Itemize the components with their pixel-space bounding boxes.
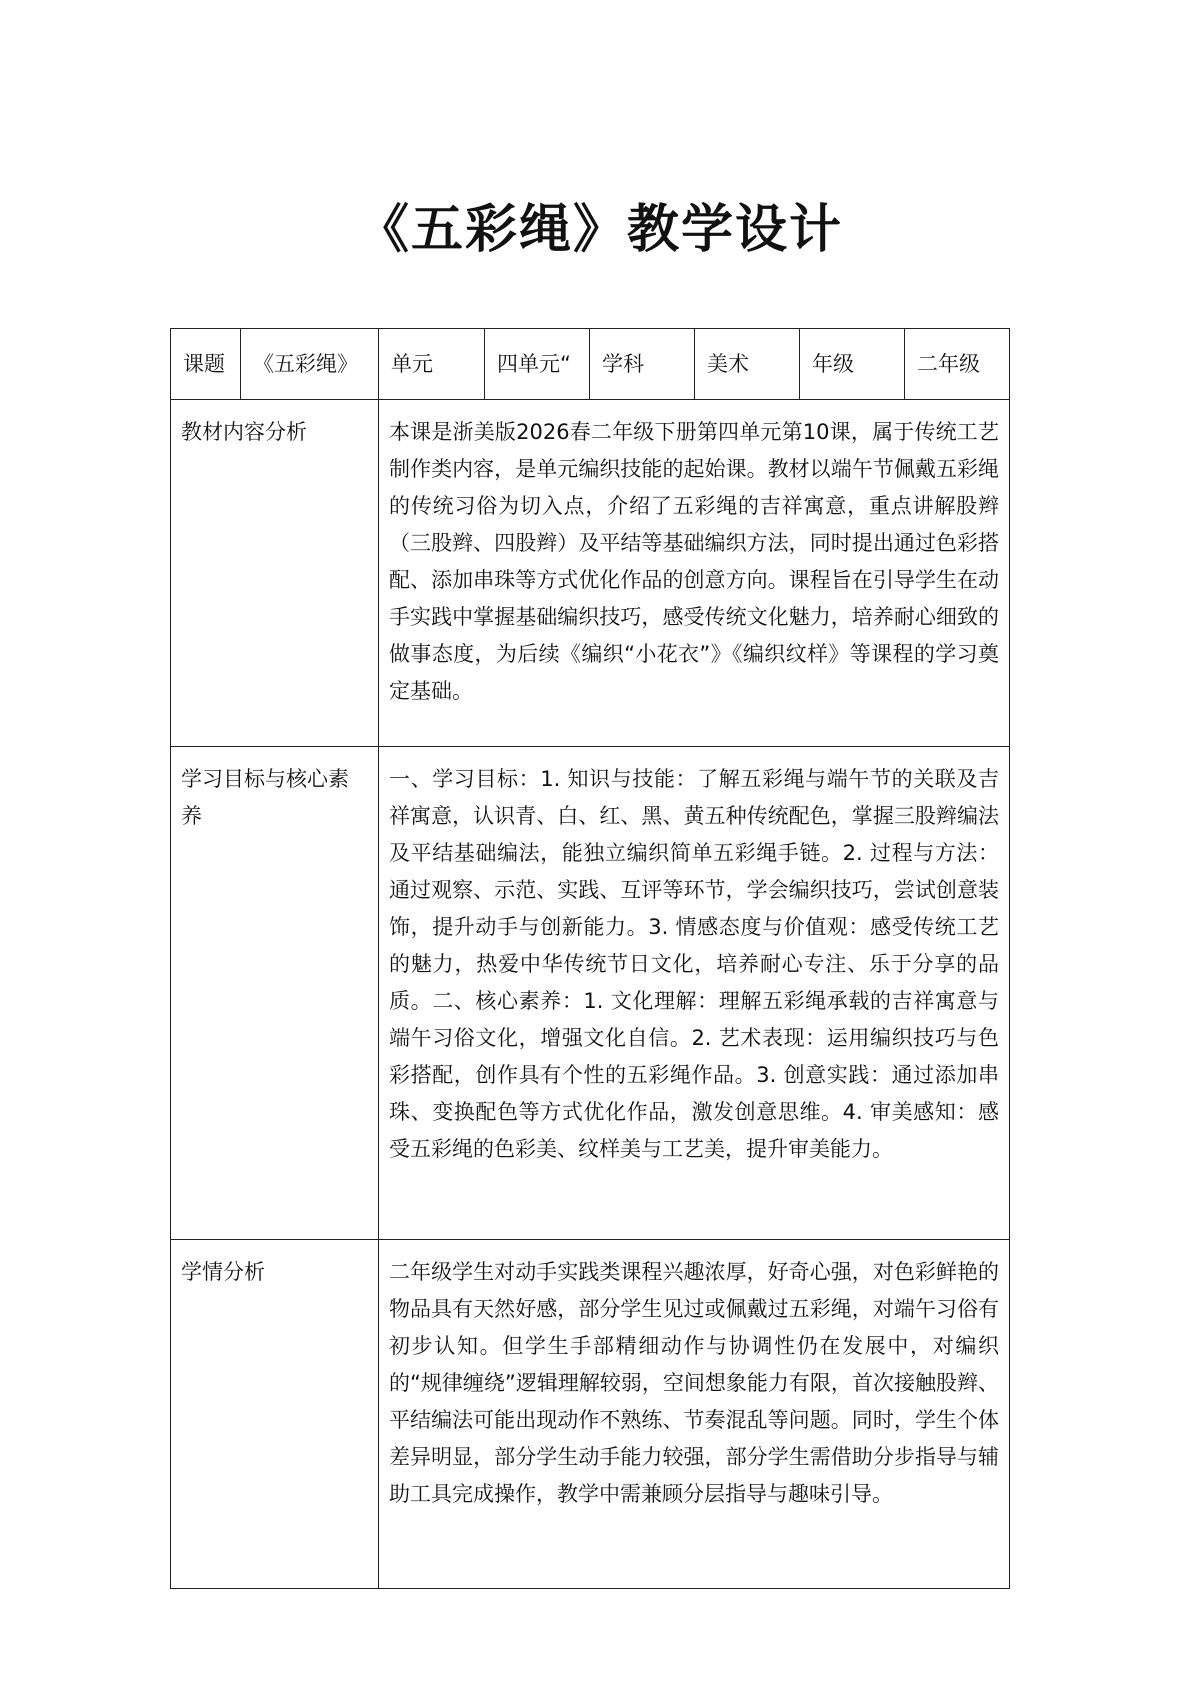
table-row <box>171 1240 1010 1589</box>
material-analysis-content: 本课是浙美版2026春二年级下册第四单元第10课，属于传统工艺制作类内容，是单元编织技能的起始课。教材以端午节佩戴五彩绳的传统习俗为切入点，介绍了五彩绳的吉祥寓意，重点讲解股辫（三股辫、四股辫）及平结等基础编织方法，同时提出通过色彩搭配、添加串珠等方式优化作品的创意方向。课程旨在引导学生在动手实践中掌握基础编织技巧，感受传统文化魅力，培养耐心细致的做事态度，为后续《编织“小花衣”》《编织纹样》等课程的学习奠定基础。 <box>379 400 1010 747</box>
learning-goals-label: 学习目标与核心素养 <box>171 747 379 1240</box>
unit-label: 单元 <box>379 329 485 400</box>
header-row <box>171 329 1010 400</box>
table-row <box>171 400 1010 747</box>
unit-value: 四单元“ <box>485 329 590 400</box>
lesson-plan-table <box>170 328 1010 1589</box>
learning-goals-content: 一、学习目标：1. 知识与技能：了解五彩绳与端午节的关联及吉祥寓意，认识青、白、红、黑、黄五种传统配色，掌握三股辫编法及平结基础编法，能独立编织简单五彩绳手链。2. 过程与方法：通过观察、示范、实践、互评等环节，学会编织技巧，尝试创意装饰，提升动手与创新能力。3. 情感态度与价值观：感受传统工艺的魅力，热爱中华传统节日文化，培养耐心专注、乐于分享的品质。二、核心素养：1. 文化理解：理解五彩绳承载的吉祥寓意与端午习俗文化，增强文化自信。2. 艺术表现：运用编织技巧与色彩搭配，创作具有个性的五彩绳作品。3. 创意实践：通过添加串珠、变换配色等方式优化作品，激发创意思维。4. 审美感知：感受五彩绳的色彩美、纹样美与工艺美，提升审美能力。 <box>379 747 1010 1240</box>
topic-label: 课题 <box>171 329 241 400</box>
grade-value: 二年级 <box>905 329 1010 400</box>
subject-value: 美术 <box>695 329 800 400</box>
topic-value: 《五彩绳》 <box>241 329 379 400</box>
learner-analysis-label: 学情分析 <box>171 1240 379 1589</box>
subject-label: 学科 <box>590 329 695 400</box>
table-row <box>171 747 1010 1240</box>
material-analysis-label: 教材内容分析 <box>171 400 379 747</box>
page-title: 《五彩绳》教学设计 <box>356 200 843 260</box>
grade-label: 年级 <box>800 329 905 400</box>
learner-analysis-content: 二年级学生对动手实践类课程兴趣浓厚，好奇心强，对色彩鲜艳的物品具有天然好感，部分学生见过或佩戴过五彩绳，对端午习俗有初步认知。但学生手部精细动作与协调性仍在发展中，对编织的“规律缠绕”逻辑理解较弱，空间想象能力有限，首次接触股辫、平结编法可能出现动作不熟练、节奏混乱等问题。同时，学生个体差异明显，部分学生动手能力较强，部分学生需借助分步指导与辅助工具完成操作，教学中需兼顾分层指导与趣味引导。 <box>379 1240 1010 1589</box>
